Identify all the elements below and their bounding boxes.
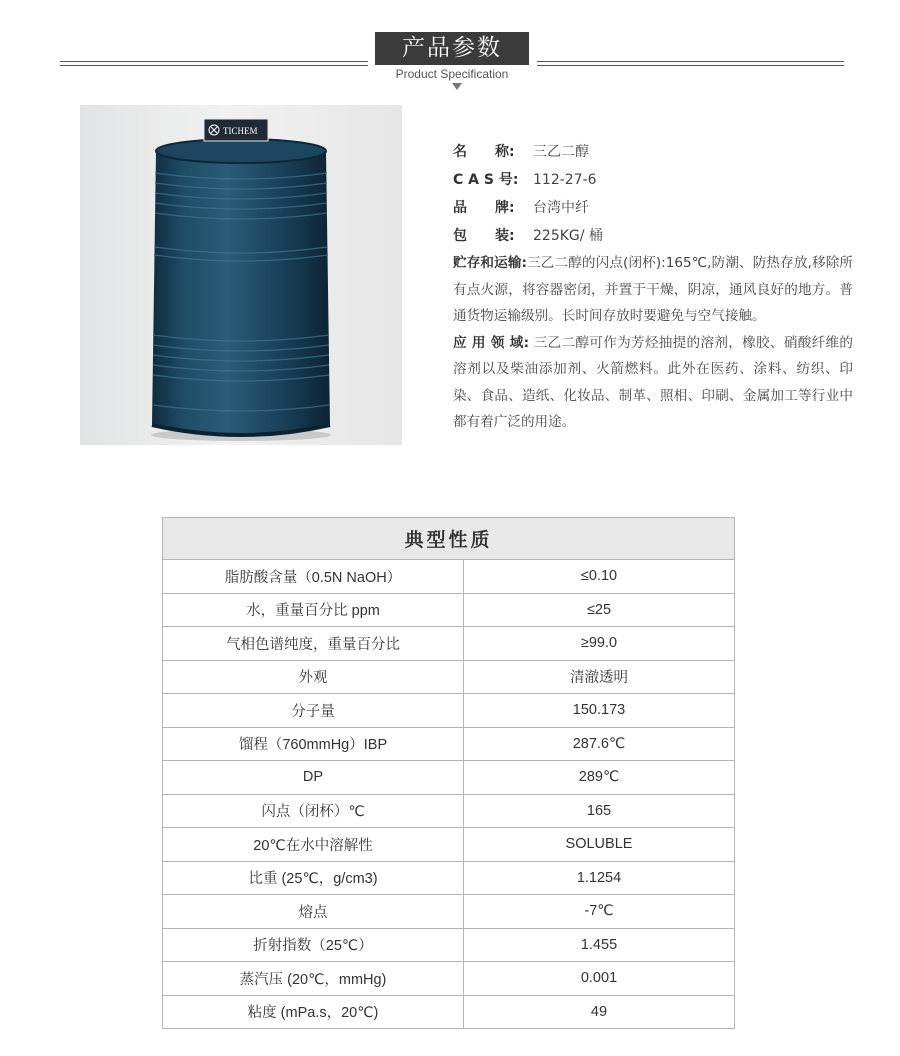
table-row (163, 895, 735, 929)
property-cell: 水，重量百分比 ppm (163, 593, 464, 627)
spec-pack-label: 包 装: (453, 228, 515, 244)
spec-storage-text: 三乙二醇的闪点(闭杯):165℃,防潮、防热存放,移除所有点火源，将容器密闭，并置于干燥，阴凉，通风良好的地方。普通货物运输级别。长时间存放时要避免与空气接触。 (453, 255, 853, 324)
table-row (163, 694, 735, 728)
table-row (163, 727, 735, 761)
drum-brand-label: TICHEM (223, 126, 258, 136)
property-cell: 熔点 (163, 895, 464, 929)
header-rule-left (60, 61, 368, 66)
section-subtitle: Product Specification (395, 67, 509, 81)
property-cell: 20℃在水中溶解性 (163, 828, 464, 862)
table-row (163, 761, 735, 795)
table-row (163, 962, 735, 996)
value-cell: SOLUBLE (464, 828, 735, 862)
value-cell: ≤25 (464, 593, 735, 627)
table-row (163, 560, 735, 594)
value-cell: 49 (464, 995, 735, 1029)
spec-name (453, 138, 853, 166)
property-cell: 蒸汽压 (20℃，mmHg) (163, 962, 464, 996)
spec-storage (453, 250, 853, 330)
value-cell: 150.173 (464, 694, 735, 728)
product-image (80, 105, 402, 445)
table-row (163, 794, 735, 828)
value-cell: 1.1254 (464, 861, 735, 895)
table-row (163, 627, 735, 661)
spec-name-label: 名 称: (453, 144, 515, 160)
spec-brand-label: 品 牌: (453, 200, 515, 216)
value-cell: 289℃ (464, 761, 735, 795)
value-cell: 165 (464, 794, 735, 828)
spec-pack (453, 222, 853, 250)
table-row (163, 828, 735, 862)
value-cell: 0.001 (464, 962, 735, 996)
spec-block (453, 138, 853, 436)
table-row (163, 660, 735, 694)
table-title: 典型性质 (163, 518, 735, 560)
property-cell: 脂肪酸含量（0.5N NaOH） (163, 560, 464, 594)
properties-table (162, 517, 735, 1029)
table-row (163, 928, 735, 962)
property-cell: 折射指数（25℃） (163, 928, 464, 962)
spec-brand-value: 台湾中纤 (533, 200, 589, 216)
header-rule-right (537, 61, 844, 66)
spec-usage-label: 应 用 领 域: (453, 334, 530, 351)
property-cell: 外观 (163, 660, 464, 694)
spec-usage (453, 330, 853, 436)
spec-cas-value: 112-27-6 (533, 172, 597, 188)
value-cell: ≤0.10 (464, 560, 735, 594)
value-cell: 清澈透明 (464, 660, 735, 694)
property-cell: 粘度 (mPa.s，20℃) (163, 995, 464, 1029)
chemical-drum-illustration (80, 105, 402, 445)
value-cell: -7℃ (464, 895, 735, 929)
spec-name-value: 三乙二醇 (533, 144, 589, 160)
table-row (163, 861, 735, 895)
section-title: 产品参数 (375, 32, 529, 65)
spec-usage-text: 三乙二醇可作为芳烃抽提的溶剂，橡胶、硝酸纤维的溶剂以及柴油添加剂、火箭燃料。此外在医药、涂料、纺织、印染、食品、造纸、化妆品、制革、照相、印刷、金属加工等行业中都有着广泛的用途。 (453, 334, 853, 430)
spec-cas-label: C A S 号: (453, 172, 519, 188)
property-cell: 闪点（闭杯）℃ (163, 794, 464, 828)
value-cell: 287.6℃ (464, 727, 735, 761)
spec-pack-value: 225KG/ 桶 (533, 228, 603, 244)
value-cell: 1.455 (464, 928, 735, 962)
property-cell: 比重 (25℃，g/cm3) (163, 861, 464, 895)
value-cell: ≥99.0 (464, 627, 735, 661)
spec-brand (453, 194, 853, 222)
table-row (163, 593, 735, 627)
property-cell: DP (163, 761, 464, 795)
caret-down-icon (452, 83, 462, 90)
table-row (163, 995, 735, 1029)
property-cell: 分子量 (163, 694, 464, 728)
table-header-row (163, 518, 735, 560)
property-cell: 气相色谱纯度，重量百分比 (163, 627, 464, 661)
spec-cas (453, 166, 853, 194)
property-cell: 馏程（760mmHg）IBP (163, 727, 464, 761)
spec-storage-label: 贮存和运输: (453, 255, 527, 271)
